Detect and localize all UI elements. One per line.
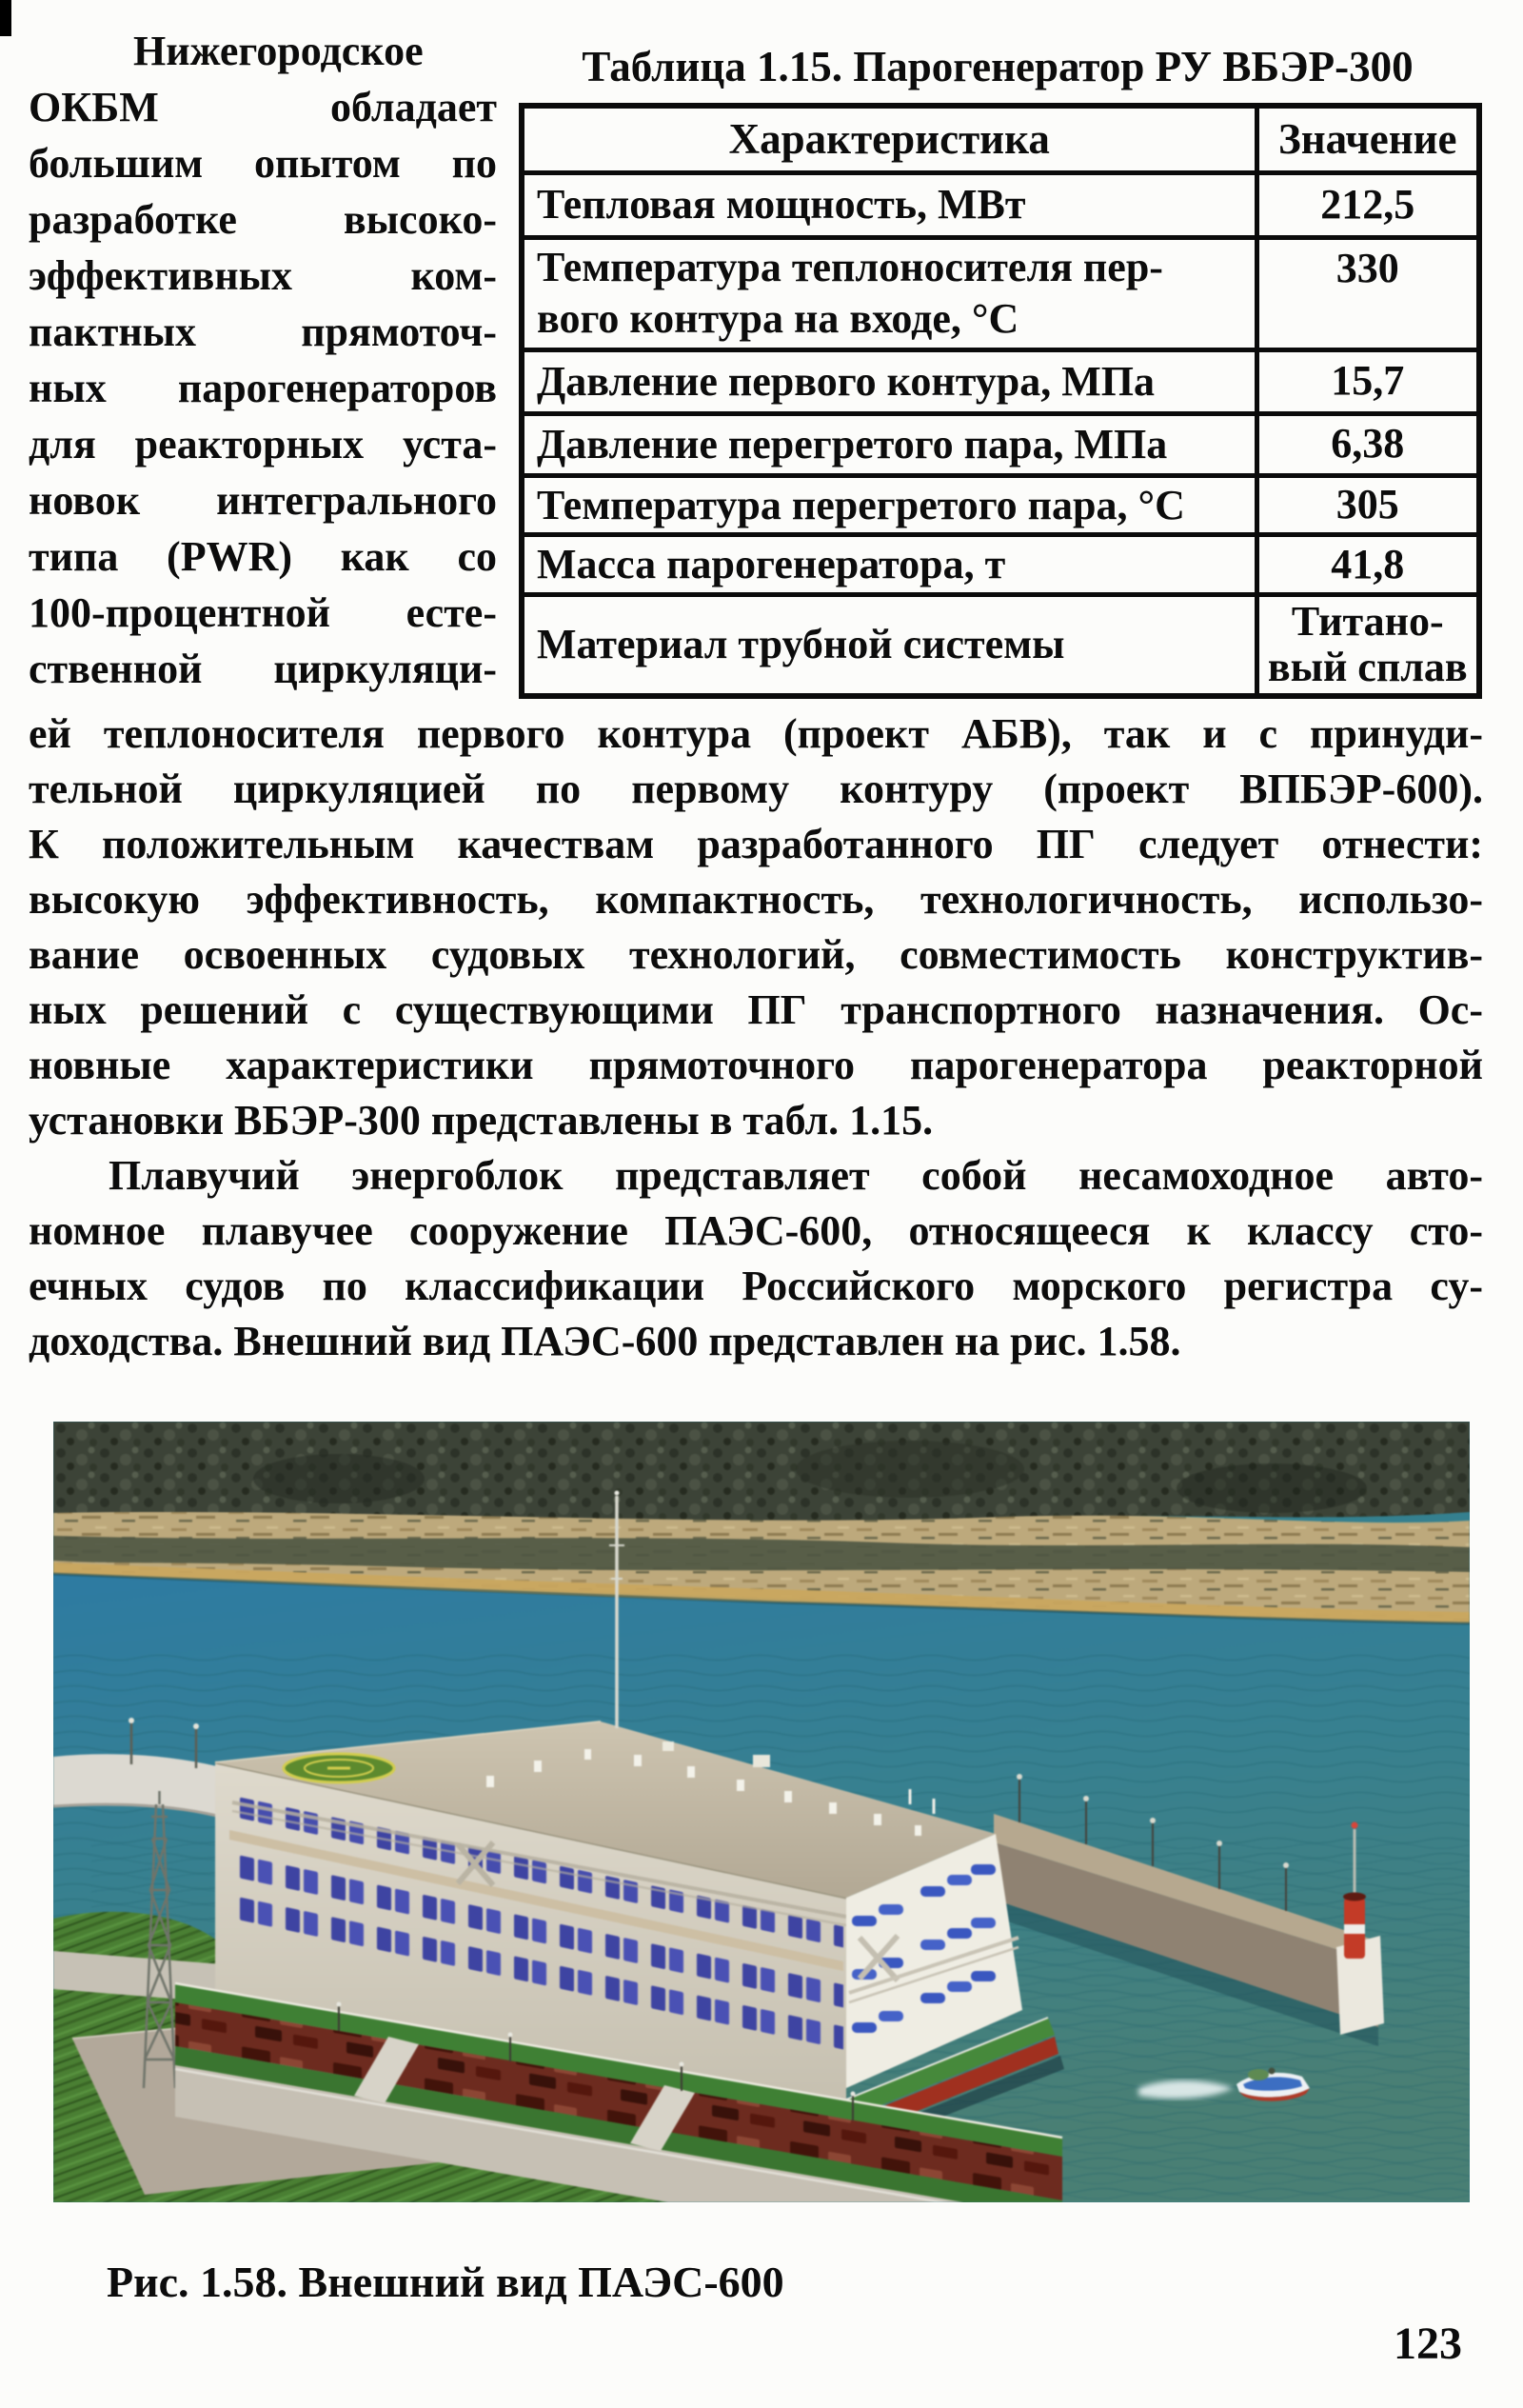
table-row	[522, 349, 1479, 413]
row-value: 330	[1335, 244, 1399, 291]
table-row	[522, 535, 1479, 595]
row-value: 212,5	[1320, 180, 1415, 228]
main-text	[29, 706, 1483, 1369]
steam-generator-spec-table	[519, 103, 1482, 699]
text-line: ей теплоносителя первого контура (проект АБВ), так и с принуди-	[29, 710, 1483, 757]
figure-caption: Рис. 1.58. Внешний вид ПАЭС-600	[107, 2258, 784, 2306]
col-header-characteristic: Характеристика	[522, 106, 1256, 172]
text-line: номное плавучее сооружение ПАЭС-600, относящееся к классу сто-	[29, 1207, 1483, 1254]
text-line: новные характеристики прямоточного парогенератора реакторной	[29, 1042, 1483, 1088]
text-line: большим опытом по	[29, 140, 497, 187]
text-line: ечных судов по классификации Российского морского регистра су-	[29, 1263, 1483, 1309]
scan-artifact	[0, 0, 11, 36]
text-line: типа (PWR) как со	[29, 533, 497, 580]
figure-paes-600-rendering	[53, 1422, 1470, 2202]
table-row	[522, 172, 1479, 237]
table-row	[522, 594, 1479, 695]
table-title: Таблица 1.15. Парогенератор РУ ВБЭР-300	[582, 43, 1414, 90]
col-header-value: Значение	[1256, 106, 1479, 172]
text-line: ных парогенераторов	[29, 365, 497, 411]
row-label: Давление перегретого пара, МПа	[537, 420, 1168, 468]
row-value: 6,38	[1331, 420, 1405, 468]
text-line: пактных прямоточ-	[29, 308, 497, 355]
text-line: вание освоенных судовых технологий, совместимость конструктив-	[29, 931, 1483, 978]
rocky-hills	[53, 1422, 1470, 1527]
text-line: Плавучий энергоблок представляет собой несамоходное авто-	[109, 1152, 1483, 1199]
text-line: ных решений с существующими ПГ транспортного назначения. Ос-	[29, 986, 1483, 1033]
intro-paragraph	[29, 23, 497, 697]
row-value: вый сплав	[1267, 644, 1468, 691]
table-row	[522, 413, 1479, 475]
table-header-row	[522, 106, 1479, 172]
text-line: высокую эффективность, компактность, технологичность, использо-	[29, 876, 1483, 923]
row-value: Титано-	[1291, 597, 1444, 645]
text-line: новок интегрального	[29, 477, 497, 524]
table-row	[522, 475, 1479, 535]
row-value: 41,8	[1331, 540, 1405, 587]
row-label: Материал трубной системы	[537, 621, 1065, 668]
text-line: для реакторных уста-	[29, 421, 497, 468]
text-line: ОКБМ обладает	[29, 84, 497, 130]
row-value: 15,7	[1331, 357, 1405, 405]
row-label: Температура теплоносителя пер-	[537, 244, 1163, 291]
row-label: Температура перегретого пара, °С	[537, 481, 1185, 528]
row-label: Масса парогенератора, т	[537, 541, 1006, 588]
text-line: 100-процентной есте-	[29, 589, 497, 636]
row-label: вого контура на входе, °С	[537, 295, 1019, 342]
text-line: Нижегородское	[133, 28, 424, 74]
text-line: установки ВБЭР-300 представлены в табл. 1.15.	[29, 1097, 934, 1144]
row-value: 305	[1335, 481, 1399, 528]
table-row	[522, 237, 1479, 349]
row-label: Давление первого контура, МПа	[537, 357, 1155, 405]
text-line: эффективных ком-	[29, 252, 497, 299]
page-number: 123	[1394, 2318, 1462, 2369]
row-label: Тепловая мощность, МВт	[537, 181, 1026, 229]
text-line: К положительным качествам разработанного ПГ следует отнести:	[29, 821, 1483, 867]
text-line: тельной циркуляцией по первому контуру (проект ВПБЭР-600).	[29, 766, 1483, 812]
text-line: разработке высоко-	[29, 196, 497, 243]
text-line: доходства. Внешний вид ПАЭС-600 представлен на рис. 1.58.	[29, 1318, 1181, 1364]
text-line: ственной циркуляци-	[29, 646, 497, 692]
